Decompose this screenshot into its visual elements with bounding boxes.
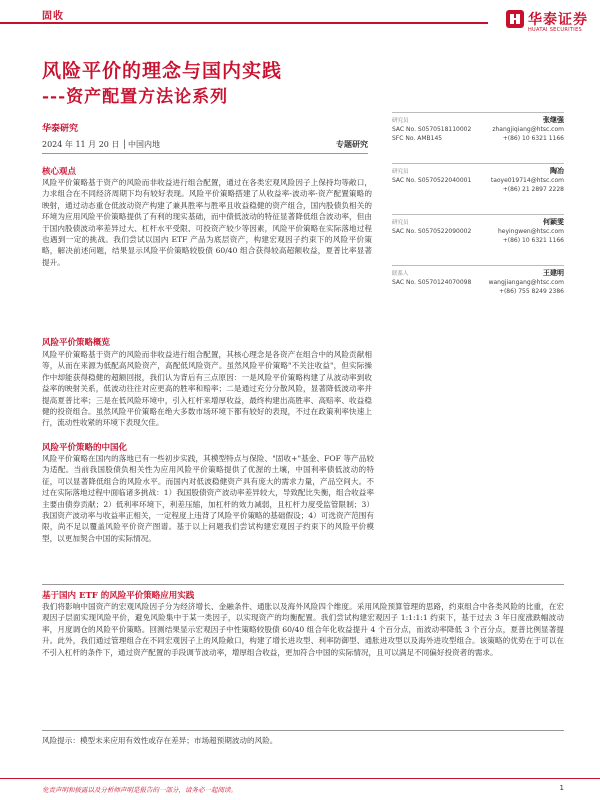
report-title: 风险平价的理念与国内实践	[42, 60, 283, 82]
etf-heading: 基于国内 ETF 的风险平价策略应用实践	[42, 591, 195, 601]
analyst-card	[392, 163, 564, 214]
analyst-email[interactable]: wangjiangang@htsc.com	[488, 279, 564, 286]
analyst-role: 研究员	[392, 220, 409, 226]
analyst-role: 研究员	[392, 169, 409, 175]
analyst-sfc: SFC No. AMB145	[392, 135, 443, 142]
page-header	[0, 0, 600, 46]
logo-text-en: HUATAI SECURITIES	[528, 27, 582, 33]
analyst-name: 何颖雯	[543, 217, 564, 226]
meta-divider	[42, 153, 368, 154]
header-rule	[0, 22, 488, 24]
analyst-role: 研究员	[392, 118, 409, 124]
page-number: 1	[559, 784, 564, 792]
meta-line	[42, 139, 368, 151]
analyst-sac: SAC No. S0570522040001	[392, 177, 472, 184]
analyst-name: 王建明	[543, 268, 564, 277]
core-heading: 核心观点	[42, 167, 77, 177]
report-subtitle: ---资产配置方法论系列	[42, 87, 229, 107]
report-date: 2024 年 11 月 20 日 │	[42, 140, 127, 149]
analyst-card	[392, 112, 564, 163]
footer-rule	[0, 778, 600, 779]
overview-body: 风险平价策略基于资产的风险而非收益进行组合配置，其核心理念是各资产在组合中的风险贡献相等，从而在来源为低配高风险资产，高配低风险资产。虽然风险平价策略"不关注收益"，但实际操作中却能获得稳健的超额回报，我们认为背后有三点原因：一是风险平价策略构建了从波动率到收益率的映射关系，低波动往往对应更高的胜率和赔率；二是通过充分分散风险，显著降低波动率并提高夏普比率；三是在低风险环境中，引入杠杆来增厚收益，最终构建出高胜率、高赔率、收益稳健的投资组合。虽然风险平价策略在绝大多数市场环境下都有较好的表现，不过在政策利率快速上行，流动性收紧的环境下表现欠佳。	[42, 350, 372, 428]
core-body: 风险平价策略基于资产的风险而非收益进行组合配置，通过在各类宏观风险因子上保持均等敞口，力求组合在不同经济周期下均有较好表现。风险平价策略搭建了从收益率-波动率-资产配置策略的映射，通过动态重仓低波动资产构建了兼具胜率与胜率且收益稳健的资产组合，国内股债负相关的环境为应用风险平价策略提供了有利的现实基础，而中债低波动的特征显著降低组合波动率，但由于国内股债波动率差异过大、杠杆水平受限、可投资产较少等因素，风险平价策略在实际落地过程也遇到一定的挑战。我们尝试以国内 ETF 产品为底层资产，构建宏观因子约束下的风险平价策略，解决前述问题，结果显示风险平价策略较股债 60/40 组合获得较高超额收益，夏普比率显著提升。	[42, 178, 372, 267]
analyst-sac: SAC No. S0570518110002	[392, 126, 472, 133]
source-label: 华泰研究	[42, 124, 79, 134]
analyst-phone: +(86) 755 8249 2386	[498, 288, 564, 295]
logo-mark-icon	[506, 10, 524, 28]
analyst-email[interactable]: heyingwen@htsc.com	[497, 228, 564, 235]
analyst-phone: +(86) 21 2897 2228	[502, 186, 564, 193]
analyst-name: 陶冶	[550, 166, 564, 175]
footer-disclaimer: 免责声明和披露以及分析师声明是报告的一部分，请务必一起阅读。	[42, 786, 237, 794]
overview-heading: 风险平价策略概览	[42, 338, 111, 348]
risk-divider	[42, 730, 564, 731]
analyst-role: 联系人	[392, 271, 409, 277]
analyst-email[interactable]: taoye019714@htsc.com	[490, 177, 564, 184]
analyst-card	[392, 214, 564, 265]
etf-body: 我们将影响中国资产的宏观风险因子分为经济增长、金融条件、通胀以及海外风险四个维度。采用风险预算管理的思路，约束组合中各类风险的比重，在宏观因子层面实现风险平价，避免风险集中于某一类因子，以实现资产的均衡配置。我们尝试构建宏观因子 1:1:1:1 约束下，基于过去 3 年日度涨跌幅波动率，月度调仓的风险平价策略。回测结果显示宏观因子中性策略较股债 60/40 组合年化收益提升 4 个百分点，而波动率降低 3 个百分点，夏普比例显著提升。此外，我们通过管理组合在不同宏观因子上的风险敞口，构建了增长进攻型、利率防御型、通胀进攻型以及海外进攻型组合。该策略的优势在于可以在不引入杠杆的条件下，通过资产配置的手段调节波动率，增厚组合收益，更加符合中国的实际情况，且可以满足不同偏好投资者的需求。	[42, 602, 564, 657]
risk-note: 风险提示：模型未来应用有效性或存在差异；市场超预期波动的风险。	[42, 736, 278, 745]
analyst-sac: SAC No. S0570522090002	[392, 228, 472, 235]
analyst-card	[392, 265, 564, 316]
china-body: 风险平价策略在国内的落地已有一些初步实践，其模型特点与保险、"固收+"基金、FOF 等产品较为适配。当前我国股债负相关性为应用风险平价策略提供了优渥的土壤，中国利率债低波动的特征，可以显著降低组合的风险水平。而国内对低波稳健资产具有庞大的需求力量，产品空间大。不过在实际落地过程中面临诸多挑战：1）我国股债资产波动率差异较大，导致配比失衡，组合收益率主要由债券贡献；2）低利率环境下，利差压缩，加杠杆的效力减弱，且杠杆力度受监管限制；3）我国资产波动率与收益率正相关，一定程度上违背了风险平价策略的基础假设；4）可选资产范围有限，尚不足以覆盖风险平价资产图谱。基于以上问题我们尝试构建宏观因子约束下的风险平价模型，以更加契合中国的实际情况。	[42, 454, 374, 543]
analyst-phone: +(86) 10 6321 1166	[502, 135, 564, 142]
analyst-panel	[392, 112, 564, 316]
analyst-phone: +(86) 10 6321 1166	[502, 237, 564, 244]
company-logo	[506, 8, 596, 38]
report-region: 中国内地	[128, 140, 160, 149]
china-heading: 风险平价策略的中国化	[42, 443, 128, 453]
category-label: 固收	[42, 11, 64, 22]
analyst-sac: SAC No. S0570124070098	[392, 279, 472, 286]
analyst-name: 张继强	[543, 115, 564, 124]
report-type: 专题研究	[336, 139, 368, 149]
logo-text-cn: 华泰证券	[528, 12, 588, 28]
analyst-email[interactable]: zhangjiqiang@htsc.com	[492, 126, 564, 133]
etf-divider	[42, 584, 564, 585]
